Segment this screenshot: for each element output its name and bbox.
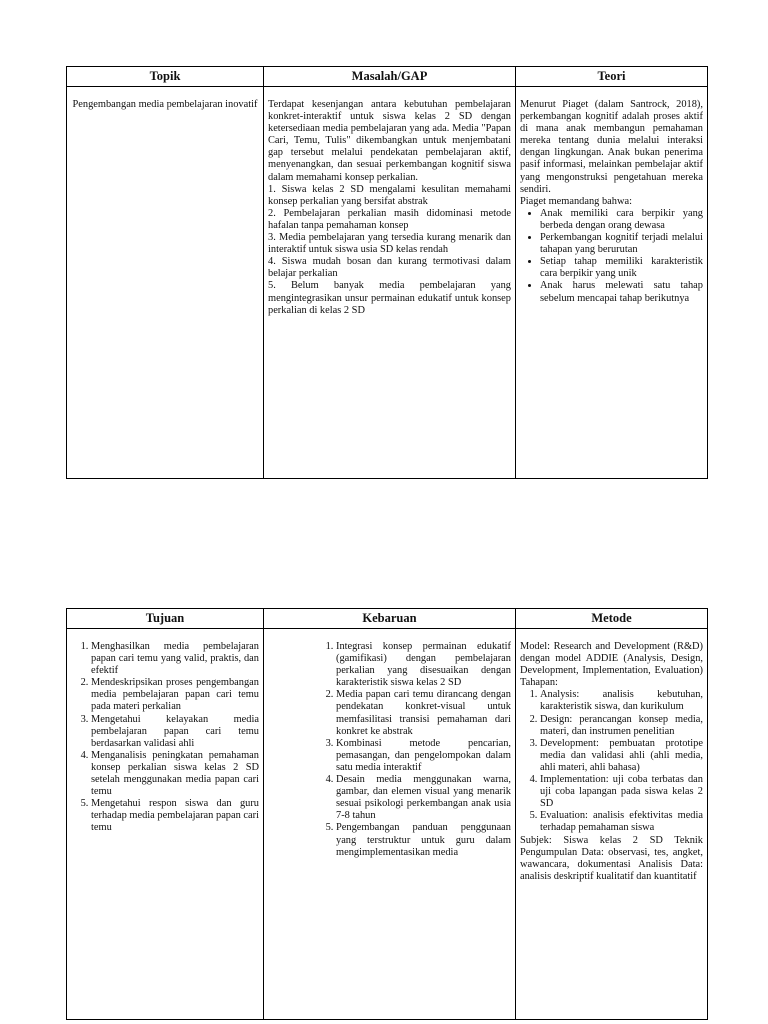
metode-intro: Model: Research and Development (R&D) dengan model ADDIE (Analysis, Design, Development, Implementation, Evaluation) Tahapan: bbox=[520, 641, 703, 689]
list-item: 1. Integrasi konsep permainan edukatif (gamifikasi) dengan pembelajaran perkalian yang disesuaikan dengan karakteristik siswa kelas 2 SD bbox=[336, 641, 511, 689]
list-item: 5. Pengembangan panduan penggunaan yang terstruktur untuk guru dalam mengimplementasikan media bbox=[336, 822, 511, 858]
list-item: • Anak memiliki cara berpikir yang berbeda dengan orang dewasa bbox=[540, 208, 703, 232]
masalah-point: 2. Pembelajaran perkalian masih didominasi metode hafalan tanpa pemahaman konsep bbox=[268, 207, 511, 231]
table-row bbox=[67, 87, 708, 479]
list-item: 3. Mengetahui kelayakan media pembelajaran papan cari temu berdasarkan validasi ahli bbox=[91, 714, 259, 750]
table-header-row bbox=[67, 609, 708, 629]
kebaruan-cell bbox=[264, 629, 516, 1020]
list-item: • Anak harus melewati satu tahap sebelum mencapai tahap berikutnya bbox=[540, 280, 703, 304]
list-item: • Setiap tahap memiliki karakteristik cara berpikir yang unik bbox=[540, 256, 703, 280]
header-masalah-gap: Masalah/GAP bbox=[264, 67, 516, 87]
list-item: 1. Analysis: analisis kebutuhan, karakteristik siswa, dan kurikulum bbox=[540, 689, 703, 713]
teori-intro: Menurut Piaget (dalam Santrock, 2018), perkembangan kognitif adalah proses aktif di mana anak membangun pemahaman mereka tentang dunia melalui interaksi dengan lingkungan. Anak bukan penerima pasif informasi, melainkan pembelajar aktif yang mengonstruksi pengetahuan mereka sendiri. bbox=[520, 99, 703, 195]
list-item: 1. Menghasilkan media pembelajaran papan cari temu yang valid, praktis, dan efektif bbox=[91, 641, 259, 677]
metode-cell bbox=[516, 629, 708, 1020]
list-item: • Perkembangan kognitif terjadi melalui tahapan yang berurutan bbox=[540, 232, 703, 256]
teori-lead: Piaget memandang bahwa: bbox=[520, 195, 632, 207]
list-item: 3. Kombinasi metode pencarian, pemasangan, dan pengelompokan dalam satu media interaktif bbox=[336, 738, 511, 774]
list-item: 4. Implementation: uji coba terbatas dan uji coba lapangan pada siswa kelas 2 SD bbox=[540, 774, 703, 810]
table-row bbox=[67, 629, 708, 1020]
masalah-point: 3. Media pembelajaran yang tersedia kurang menarik dan interaktif untuk siswa usia SD kelas rendah bbox=[268, 232, 511, 256]
header-tujuan: Tujuan bbox=[67, 609, 264, 629]
header-metode: Metode bbox=[516, 609, 708, 629]
list-item: 2. Media papan cari temu dirancang dengan pendekatan konkret-visual untuk memfasilitasi transisi pemahaman dari konkret ke abstrak bbox=[336, 689, 511, 737]
list-item: 2. Design: perancangan konsep media, materi, dan instrumen penelitian bbox=[540, 714, 703, 738]
table-header-row bbox=[67, 67, 708, 87]
header-kebaruan: Kebaruan bbox=[264, 609, 516, 629]
masalah-point: 4. Siswa mudah bosan dan kurang termotivasi dalam belajar perkalian bbox=[268, 256, 511, 280]
masalah-cell bbox=[264, 87, 516, 479]
topik-text: Pengembangan media pembelajaran inovatif bbox=[72, 99, 258, 110]
kebaruan-list bbox=[268, 641, 511, 859]
tujuan-list bbox=[71, 641, 259, 835]
list-item: 2. Mendeskripsikan proses pengembangan media pembelajaran papan cari temu pada materi perkalian bbox=[91, 677, 259, 713]
header-teori: Teori bbox=[516, 67, 708, 87]
teori-cell bbox=[516, 87, 708, 479]
teori-bullet-list bbox=[520, 208, 703, 305]
tujuan-cell bbox=[67, 629, 264, 1020]
masalah-intro: Terdapat kesenjangan antara kebutuhan pembelajaran konkret-interaktif untuk siswa kelas 2 SD dengan ketersediaan media pembelajaran yang ada. Media "Papan Cari, Temu, Tulis" dikembangkan untuk menjembatani gap tersebut melalui pendekatan pembelajaran aktif, menyenangkan, dan sesuai perkembangan kognitif siswa dalam memahami konsep perkalian. bbox=[268, 99, 511, 183]
metode-steps bbox=[520, 689, 703, 834]
list-item: 4. Menganalisis peningkatan pemahaman konsep perkalian siswa kelas 2 SD setelah menggunakan media papan cari temu bbox=[91, 750, 259, 798]
research-matrix-table-2 bbox=[66, 608, 708, 1020]
list-item: 5. Mengetahui respon siswa dan guru terhadap media pembelajaran papan cari temu bbox=[91, 798, 259, 834]
list-item: 4. Desain media menggunakan warna, gambar, dan elemen visual yang menarik sesuai psikologi perkembangan anak usia 7-8 tahun bbox=[336, 774, 511, 822]
metode-outro: Subjek: Siswa kelas 2 SD Teknik Pengumpulan Data: observasi, tes, angket, wawancara, dokumentasi Analisis Data: analisis deskriptif kualitatif dan kuantitatif bbox=[520, 834, 703, 882]
header-topik: Topik bbox=[67, 67, 264, 87]
masalah-point: 1. Siswa kelas 2 SD mengalami kesulitan memahami konsep perkalian yang bersifat abstrak bbox=[268, 183, 511, 207]
masalah-point: 5. Belum banyak media pembelajaran yang mengintegrasikan unsur permainan edukatif untuk konsep perkalian di kelas 2 SD bbox=[268, 280, 511, 316]
topik-cell bbox=[67, 87, 264, 479]
list-item: 5. Evaluation: analisis efektivitas media terhadap pemahaman siswa bbox=[540, 810, 703, 834]
research-matrix-table-1 bbox=[66, 66, 708, 479]
list-item: 3. Development: pembuatan prototipe media dan validasi ahli (ahli media, ahli materi, ahli bahasa) bbox=[540, 738, 703, 774]
